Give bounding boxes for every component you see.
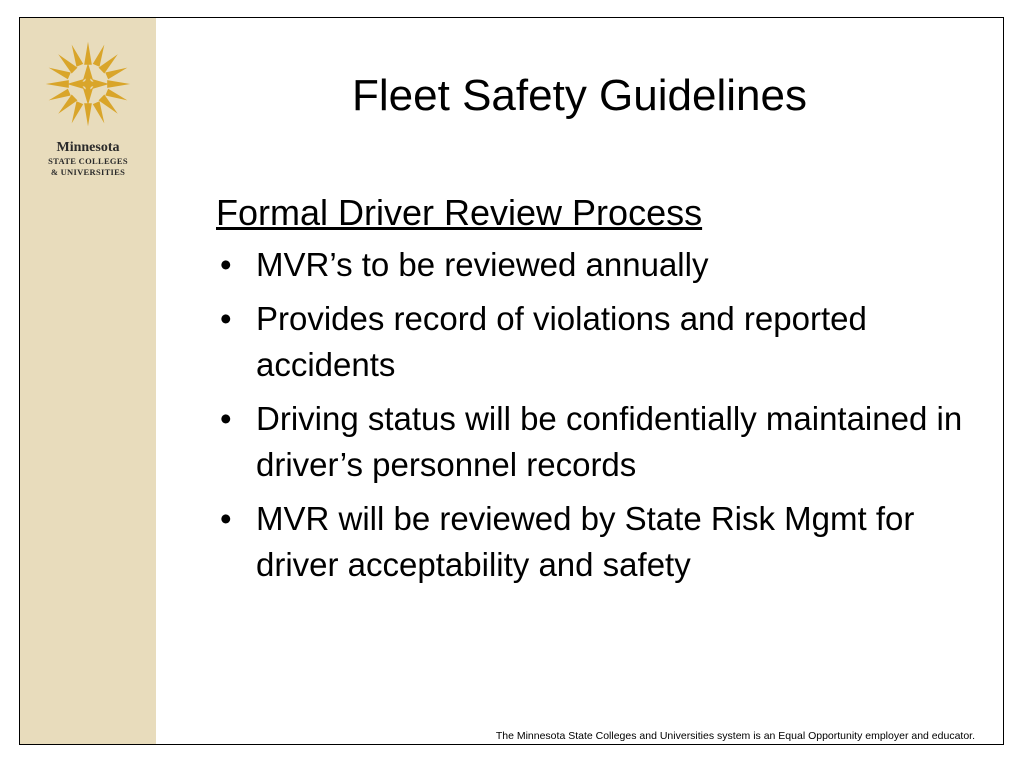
bullet-glyph: •	[220, 400, 232, 437]
sun-star-icon	[40, 36, 136, 132]
bullet-item	[216, 296, 976, 388]
logo-line-1: Minnesota	[56, 140, 120, 155]
bullet-glyph: •	[220, 300, 232, 337]
slide	[19, 17, 1004, 745]
sidebar	[20, 18, 156, 744]
slide-content	[216, 190, 976, 596]
bullet-glyph: •	[220, 246, 232, 283]
bullet-list	[216, 242, 976, 588]
bullet-item	[216, 496, 976, 588]
footer-disclaimer: The Minnesota State Colleges and Universities system is an Equal Opportunity employer and educator.	[495, 730, 975, 742]
logo-line-3: & UNIVERSITIES	[50, 167, 126, 177]
bullet-text: Driving status will be confidentially maintained in driver’s personnel records	[256, 400, 963, 483]
bullet-glyph: •	[220, 500, 232, 537]
bullet-text: Provides record of violations and reported accidents	[256, 300, 867, 383]
slide-title: Fleet Safety Guidelines	[352, 71, 807, 120]
section-subheading: Formal Driver Review Process	[216, 192, 703, 233]
logo-wordmark	[20, 140, 156, 178]
bullet-item	[216, 396, 976, 488]
bullet-text: MVR’s to be reviewed annually	[256, 246, 709, 283]
bullet-text: MVR will be reviewed by State Risk Mgmt for driver acceptability and safety	[256, 500, 915, 583]
bullet-item	[216, 242, 976, 288]
logo-line-2: STATE COLLEGES	[48, 156, 128, 166]
